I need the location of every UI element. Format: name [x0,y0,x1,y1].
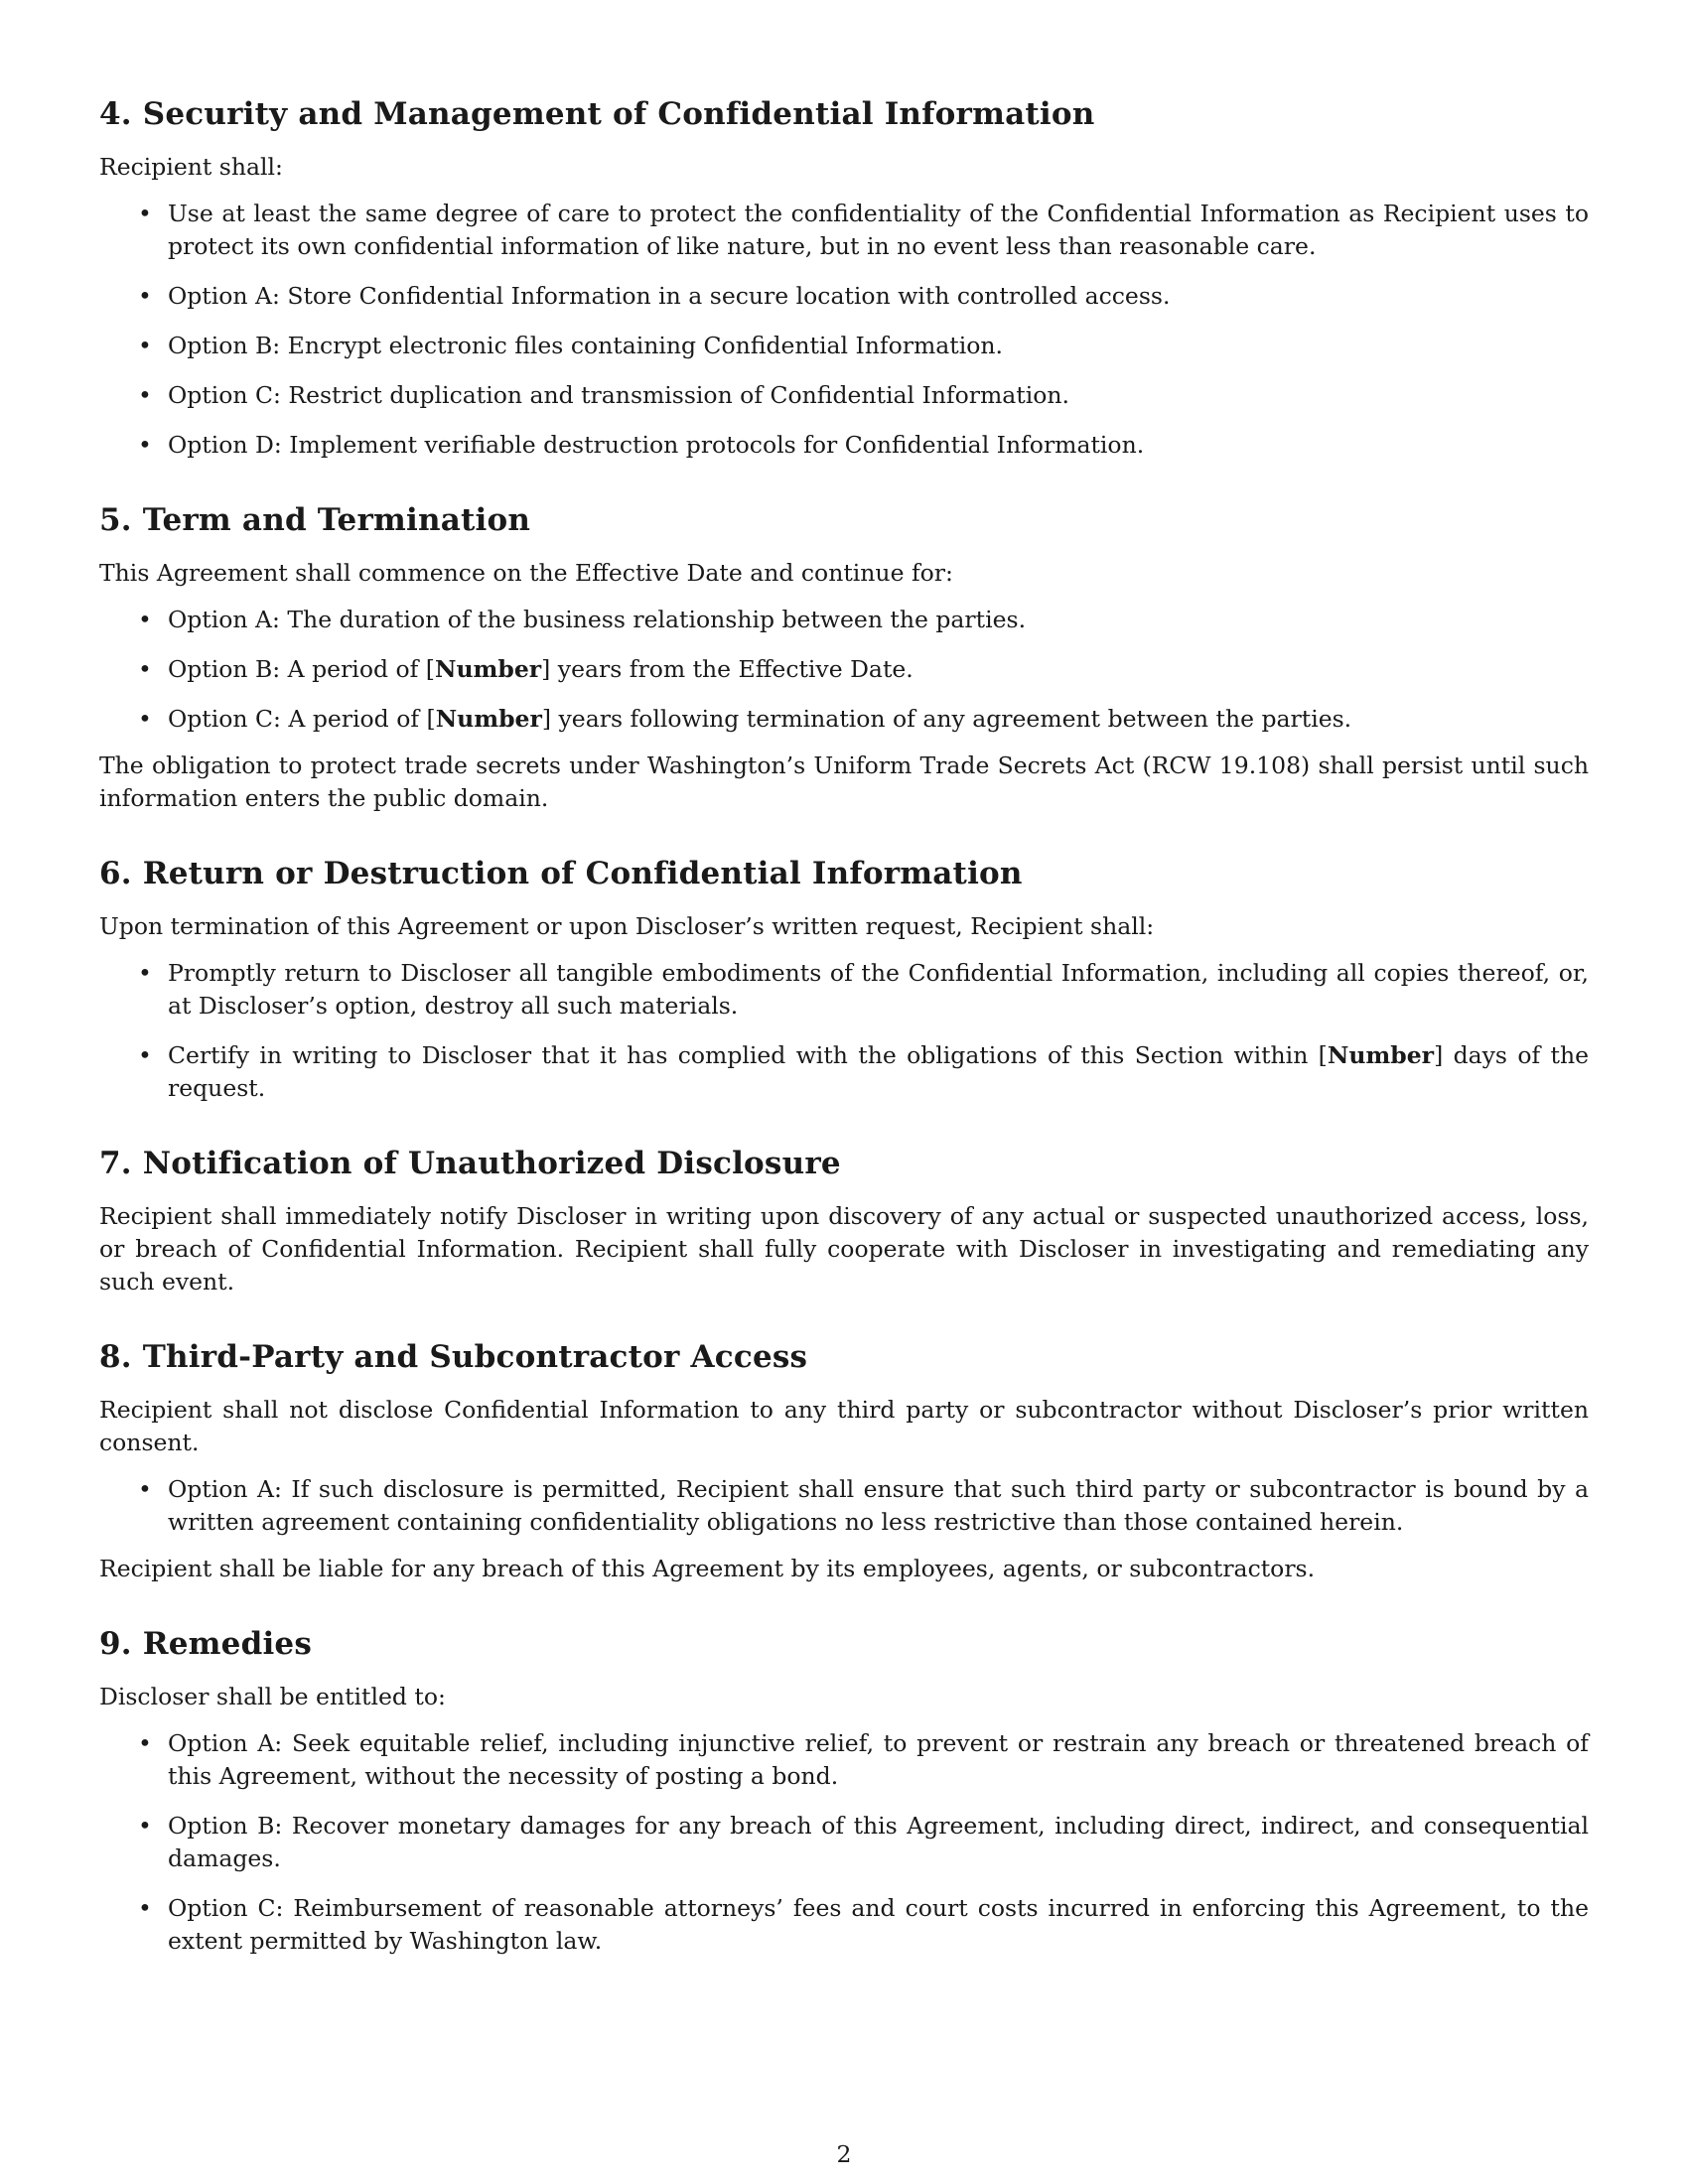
bullet-icon: • [138,282,152,310]
bullet-list [99,957,1589,1105]
list-item: • Option A: The duration of the business relationship between the parties. [99,604,1589,636]
section-7 [99,1141,1589,1298]
bullet-list [99,1727,1589,1958]
placeholder-number: Number [434,655,542,683]
bullet-icon: • [138,959,152,987]
list-item: • Option B: Recover monetary damages for any breach of this Agreement, including direct, indirect, and consequential damages. [138,1812,1589,1872]
bullet-icon: • [138,1894,152,1922]
section-6 [99,851,1589,1105]
list-item: • Option C: Restrict duplication and transmission of Confidential Information. [99,379,1589,412]
section-heading: 5. Term and Termination [99,502,531,538]
bullet-icon: • [138,1041,152,1069]
list-item: • Option A: If such disclosure is permitted, Recipient shall ensure that such third party or subcontractor is bound by a written agreement containing confidentiality obligations no less restrictive than those contained herein. [138,1475,1589,1536]
section-5 [99,497,1589,815]
bullet-icon: • [138,705,152,733]
section-heading: 6. Return or Destruction of Confidential Information [99,856,1023,891]
bullet-icon: • [138,200,152,227]
bullet-list [99,1473,1589,1539]
placeholder-number: Number [1327,1041,1435,1069]
section-outro: Recipient shall be liable for any breach of this Agreement by its employees, agents, or subcontractors. [99,1555,1316,1582]
section-heading: 4. Security and Management of Confidential Information [99,96,1095,132]
bullet-icon: • [138,606,152,633]
section-intro: Recipient shall not disclose Confidential Information to any third party or subcontractor without Discloser’s prior written consent. [99,1396,1589,1456]
page-number: 2 [836,2140,852,2168]
list-item: • Option C: A period of [Number] years following termination of any agreement between the parties. [99,703,1589,736]
bullet-icon: • [138,1812,152,1840]
bullet-icon: • [138,1475,152,1503]
list-item: • Option B: Encrypt electronic files containing Confidential Information. [99,330,1589,362]
section-8 [99,1334,1589,1585]
list-item: • Option A: Seek equitable relief, including injunctive relief, to prevent or restrain any breach or threatened breach of this Agreement, without the necessity of posting a bond. [138,1729,1589,1790]
bullet-icon: • [138,431,152,459]
bullet-icon: • [138,381,152,409]
section-outro: The obligation to protect trade secrets under Washington’s Uniform Trade Secrets Act (RCW 19.108) shall persist until such information enters the public domain. [99,751,1589,812]
section-intro: Discloser shall be entitled to: [99,1683,446,1710]
list-item: • Option C: Reimbursement of reasonable attorneys’ fees and court costs incurred in enforcing this Agreement, to the extent permitted by Washington law. [138,1894,1589,1955]
bullet-list [99,198,1589,462]
section-heading: 7. Notification of Unauthorized Disclosure [99,1146,841,1181]
bullet-icon: • [138,655,152,683]
section-intro: This Agreement shall commence on the Effective Date and continue for: [99,559,953,587]
section-intro: Recipient shall: [99,153,283,181]
section-heading: 9. Remedies [99,1626,312,1662]
list-item: • Use at least the same degree of care to protect the confidentiality of the Confidential Information as Recipient uses to protect its own confidential information of like nature, but in no event less than reasonable care. [138,200,1589,260]
bullet-icon: • [138,1729,152,1757]
list-item: • Promptly return to Discloser all tangible embodiments of the Confidential Information, including all copies thereof, or, at Discloser’s option, destroy all such materials. [138,959,1589,1020]
list-item: • Option D: Implement verifiable destruction protocols for Confidential Information. [99,429,1589,462]
list-item: • Option B: A period of [Number] years from the Effective Date. [99,653,1589,686]
section-intro: Recipient shall immediately notify Discloser in writing upon discovery of any actual or suspected unauthorized access, loss, or breach of Confidential Information. Recipient shall fully cooperate with Discloser in investigating and remediating any such event. [99,1202,1589,1296]
placeholder-number: Number [435,705,542,733]
section-intro: Upon termination of this Agreement or upon Discloser’s written request, Recipient shall: [99,912,1155,940]
list-item: • Option A: Store Confidential Information in a secure location with controlled access. [99,280,1589,313]
section-4 [99,91,1589,462]
bullet-icon: • [138,332,152,359]
bullet-list [99,604,1589,736]
section-9 [99,1621,1589,1958]
section-heading: 8. Third-Party and Subcontractor Access [99,1339,808,1375]
document-page [99,91,1589,1993]
list-item: • Certify in writing to Discloser that it has complied with the obligations of this Section within [Number] days of the request. [138,1041,1589,1102]
